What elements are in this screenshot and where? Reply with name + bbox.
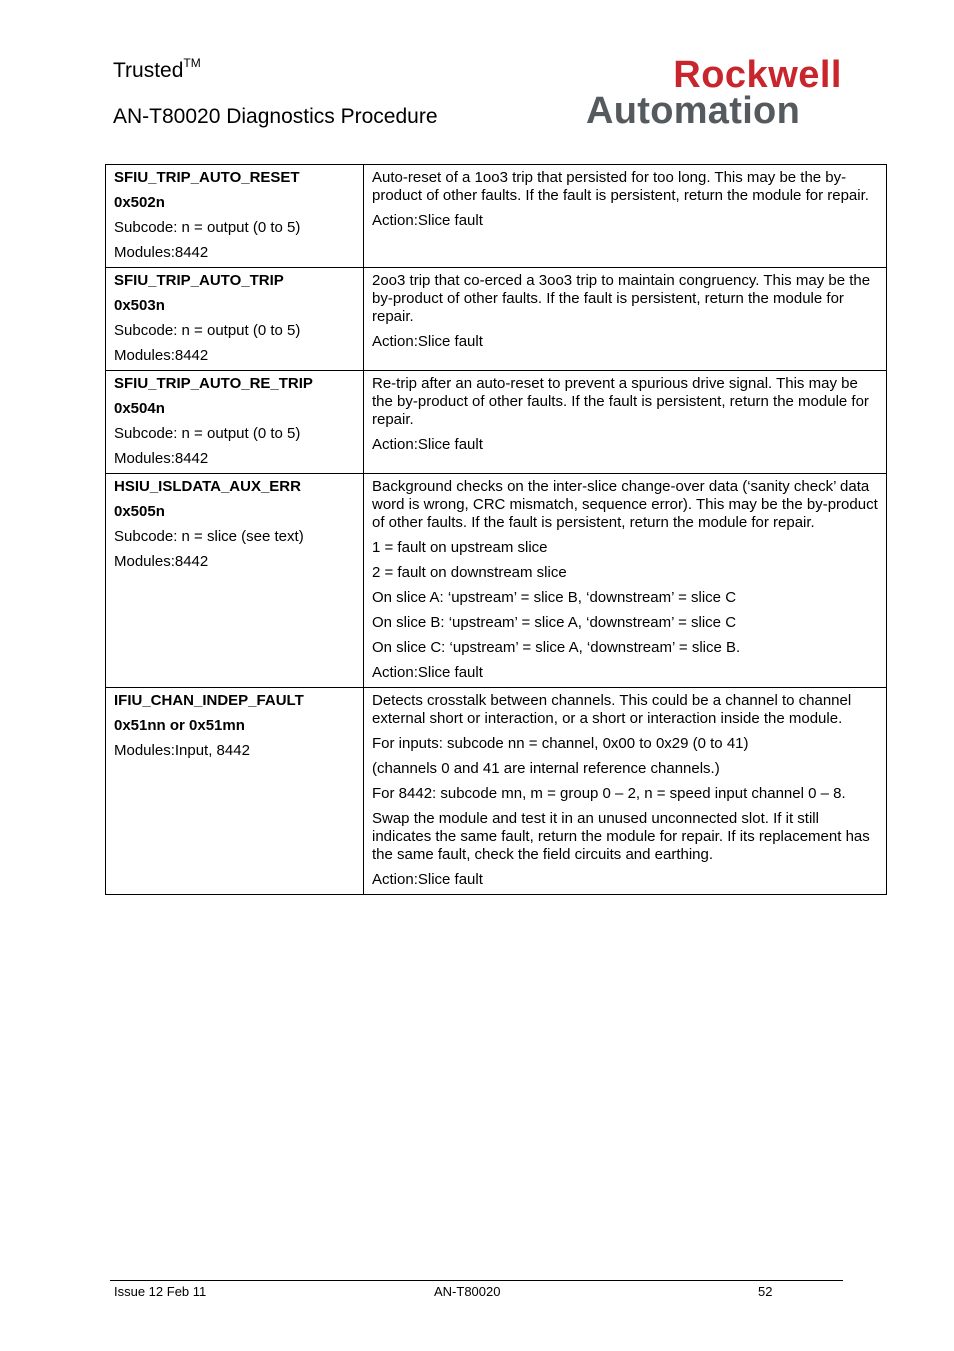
description-paragraph: (channels 0 and 41 are internal reference channels.) (372, 760, 720, 777)
logo-line-automation: Automation (586, 90, 801, 132)
document-header (113, 48, 438, 132)
diagnostic-codes-table (105, 164, 887, 895)
error-code-name: SFIU_TRIP_AUTO_RE_TRIP (114, 375, 313, 392)
code-info-cell (106, 268, 364, 371)
description-paragraph: Detects crosstalk between channels. This could be a channel to channel external short or interaction, or a short or interaction inside the module. (372, 692, 852, 727)
product-label: Trusted (113, 59, 184, 82)
code-detail: Modules:8442 (114, 450, 209, 467)
description-paragraph: Action:Slice fault (372, 871, 483, 888)
code-detail: Modules:8442 (114, 347, 209, 364)
table-row (106, 474, 887, 688)
code-description-cell (364, 268, 887, 371)
code-detail: Modules:Input, 8442 (114, 742, 250, 759)
description-paragraph: On slice C: ‘upstream’ = slice A, ‘downstream’ = slice B. (372, 639, 741, 656)
code-detail: Modules:8442 (114, 244, 209, 261)
code-detail: Subcode: n = output (0 to 5) (114, 219, 301, 236)
error-code-value: 0x51nn or 0x51mn (114, 717, 245, 734)
product-name (113, 48, 438, 86)
error-code-name: SFIU_TRIP_AUTO_TRIP (114, 272, 284, 289)
description-paragraph: Action:Slice fault (372, 664, 483, 681)
description-paragraph: For inputs: subcode nn = channel, 0x00 to 0x29 (0 to 41) (372, 735, 749, 752)
description-paragraph: Action:Slice fault (372, 436, 483, 453)
code-description-cell (364, 688, 887, 895)
description-paragraph: 1 = fault on upstream slice (372, 539, 548, 556)
footer-doc-id: AN-T80020 (434, 1284, 501, 1299)
page-footer (110, 1280, 843, 1304)
error-code-name: IFIU_CHAN_INDEP_FAULT (114, 692, 304, 709)
code-detail: Subcode: n = output (0 to 5) (114, 322, 301, 339)
logo-line-rockwell: Rockwell (673, 54, 842, 96)
description-paragraph: On slice A: ‘upstream’ = slice B, ‘downstream’ = slice C (372, 589, 737, 606)
document-title: AN-T80020 Diagnostics Procedure (113, 105, 438, 128)
description-paragraph: Action:Slice fault (372, 212, 483, 229)
footer-page-number: 52 (758, 1284, 773, 1299)
description-paragraph: Re-trip after an auto-reset to prevent a spurious drive signal. This may be the by-product of other faults. If the fault is persistent, return the module for repair. (372, 375, 869, 428)
error-code-value: 0x505n (114, 503, 165, 520)
code-info-cell (106, 371, 364, 474)
description-paragraph: Action:Slice fault (372, 333, 483, 350)
description-paragraph: Auto-reset of a 1oo3 trip that persisted for too long. This may be the by-product of other faults. If the fault is persistent, return the module for repair. (372, 169, 869, 204)
table-row (106, 165, 887, 268)
code-detail: Subcode: n = slice (see text) (114, 528, 304, 545)
table-row (106, 371, 887, 474)
code-info-cell (106, 165, 364, 268)
code-detail: Subcode: n = output (0 to 5) (114, 425, 301, 442)
footer-issue: Issue 12 Feb 11 (114, 1284, 207, 1299)
description-paragraph: Swap the module and test it in an unused unconnected slot. If it still indicates the same fault, return the module for repair. If its replacement has the same fault, check the field circuits and earthing. (372, 810, 870, 863)
trademark-mark: TM (183, 56, 201, 70)
code-description-cell (364, 474, 887, 688)
error-code-value: 0x504n (114, 400, 165, 417)
description-paragraph: 2oo3 trip that co-erced a 3oo3 trip to maintain congruency. This may be the by-product of other faults. If the fault is persistent, return the module for repair. (372, 272, 871, 325)
description-paragraph: 2 = fault on downstream slice (372, 564, 567, 581)
code-info-cell (106, 688, 364, 895)
error-code-value: 0x503n (114, 297, 165, 314)
code-description-cell (364, 371, 887, 474)
error-code-name: HSIU_ISLDATA_AUX_ERR (114, 478, 301, 495)
code-detail: Modules:8442 (114, 553, 209, 570)
diagnostic-codes-body (106, 165, 887, 895)
description-paragraph: On slice B: ‘upstream’ = slice A, ‘downstream’ = slice C (372, 614, 737, 631)
code-info-cell (106, 474, 364, 688)
table-row (106, 268, 887, 371)
description-paragraph: For 8442: subcode mn, m = group 0 – 2, n = speed input channel 0 – 8. (372, 785, 846, 802)
error-code-value: 0x502n (114, 194, 165, 211)
table-row (106, 688, 887, 895)
description-paragraph: Background checks on the inter-slice change-over data (‘sanity check’ data word is wrong, CRC mismatch, sequence error). This may be the by-product of other faults. If the fault is persistent, return the module for repair. (372, 478, 878, 531)
code-description-cell (364, 165, 887, 268)
error-code-name: SFIU_TRIP_AUTO_RESET (114, 169, 300, 186)
rockwell-automation-logo (586, 56, 844, 130)
